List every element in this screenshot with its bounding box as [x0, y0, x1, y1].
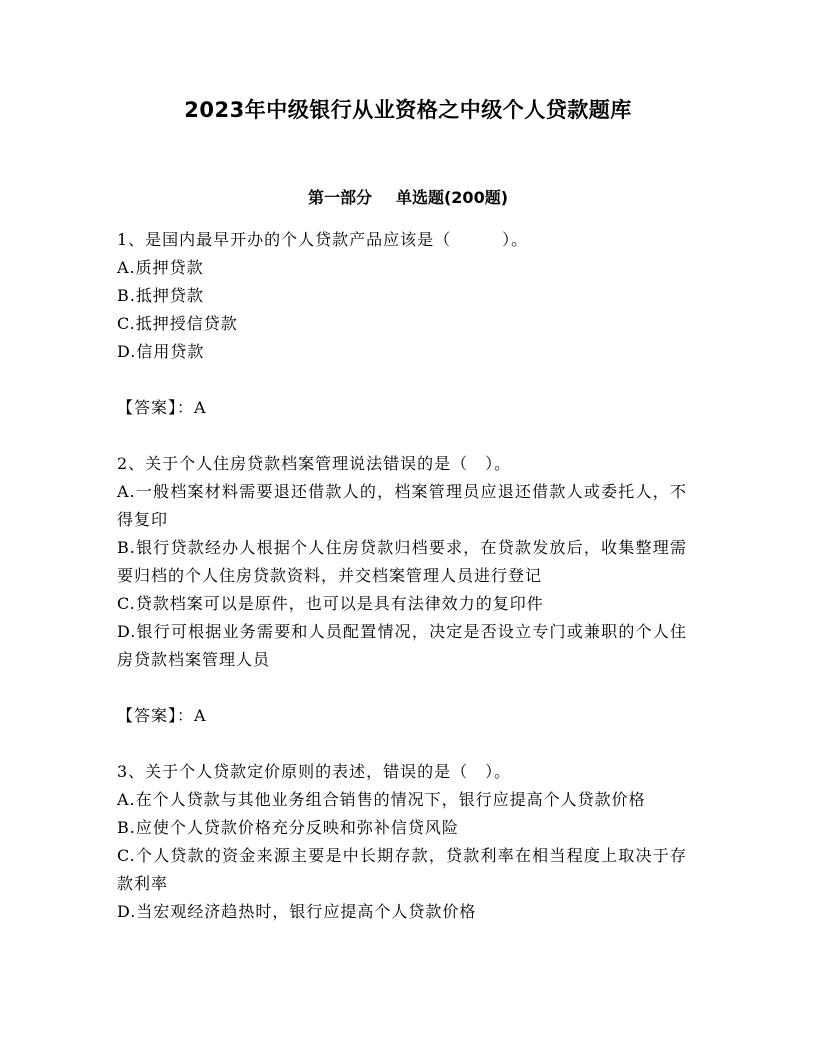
question-option-a: A.质押贷款 [117, 258, 204, 277]
section-name: 单选题(200题) [395, 188, 509, 207]
question-option-b: B.应使个人贷款价格充分反映和弥补信贷风险 [117, 818, 459, 837]
answer-value: A [194, 398, 207, 417]
question-stem: 3、关于个人贷款定价原则的表述，错误的是（ ）。 [117, 762, 512, 781]
section-title [0, 184, 816, 212]
question-option-d: D.信用贷款 [117, 342, 205, 361]
question-option-d: D.当宏观经济趋热时，银行应提高个人贷款价格 [117, 902, 477, 921]
question-option-d: D.银行可根据业务需要和人员配置情况，决定是否设立专门或兼职的个人住房贷款档案管理人员 [117, 622, 687, 669]
answer-label: 【答案】： [117, 398, 195, 417]
answer-label: 【答案】： [117, 706, 195, 725]
question-option-b: B.抵押贷款 [117, 286, 204, 305]
question-1 [117, 226, 687, 422]
question-option-c: C.个人贷款的资金来源主要是中长期存款，贷款利率在相当程度上取决于存款利率 [117, 846, 687, 893]
answer-line [117, 394, 687, 422]
answer-value: A [194, 706, 207, 725]
page-title: 2023年中级银行从业资格之中级个人贷款题库 [184, 98, 632, 122]
question-list [117, 226, 687, 926]
question-option-c: C.贷款档案可以是原件，也可以是具有法律效力的复印件 [117, 594, 544, 613]
section-part: 第一部分 [307, 188, 372, 207]
question-3 [117, 758, 687, 926]
question-option-a: A.一般档案材料需要退还借款人的，档案管理员应退还借款人或委托人，不得复印 [117, 482, 687, 529]
answer-line [117, 702, 687, 730]
question-option-b: B.银行贷款经办人根据个人住房贷款归档要求，在贷款发放后，收集整理需要归档的个人住房贷款资料，并交档案管理人员进行登记 [117, 538, 687, 585]
question-option-a: A.在个人贷款与其他业务组合销售的情况下，银行应提高个人贷款价格 [117, 790, 646, 809]
question-option-c: C.抵押授信贷款 [117, 314, 238, 333]
question-2 [117, 450, 687, 730]
question-stem: 2、关于个人住房贷款档案管理说法错误的是（ ）。 [117, 454, 512, 473]
question-stem: 1、是国内最早开办的个人贷款产品应该是（ ）。 [117, 230, 529, 249]
